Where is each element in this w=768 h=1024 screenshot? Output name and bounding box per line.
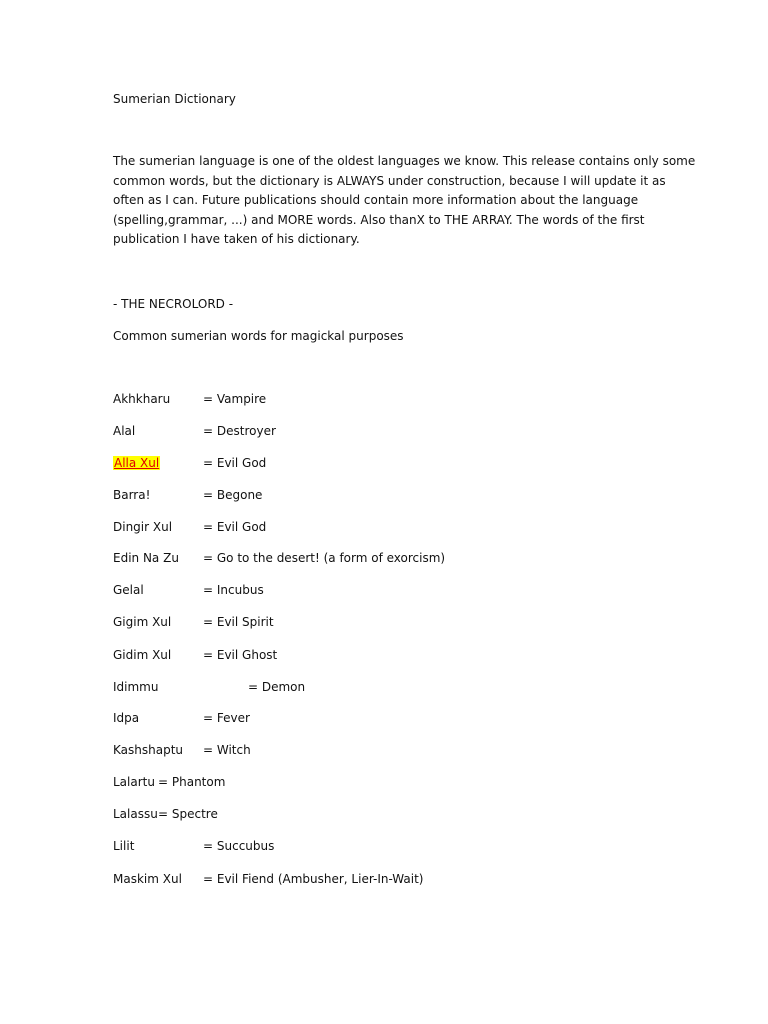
highlighted-text: Alla Xul [114, 456, 160, 470]
entry-term: Lilit [113, 839, 135, 853]
entry-definition: = Go to the desert! (a form of exorcism) [203, 551, 446, 565]
entry-term: Idimmu [113, 680, 159, 694]
author-signature: - THE NECROLORD - [113, 297, 234, 311]
entry-term: Gidim Xul [113, 648, 172, 662]
entry-definition: = Succubus [203, 839, 275, 853]
intro-line: often as I can. Future publications should contain more information about the language [113, 193, 639, 207]
entry-definition: = Incubus [203, 583, 264, 597]
entry-definition: = Spectre [158, 807, 218, 821]
entry-definition: = Evil God [203, 456, 267, 470]
entry-definition: = Fever [203, 711, 250, 725]
intro-line: common words, but the dictionary is ALWAYS under construction, because I will update it as [113, 173, 666, 188]
entry-definition: = Vampire [203, 392, 267, 406]
entry-definition: = Destroyer [203, 424, 276, 438]
entry-definition: = Evil Ghost [203, 648, 278, 662]
entry-term: Dingir Xul [113, 520, 173, 534]
entry-term-highlighted [113, 456, 160, 470]
entry-term: Lalartu [113, 775, 155, 789]
entry-term: Gigim Xul [113, 615, 172, 629]
entry-definition: = Evil Fiend (Ambusher, Lier-In-Wait) [203, 872, 424, 886]
intro-line: The sumerian language is one of the oldest languages we know. This release contains only some [113, 154, 696, 168]
entry-term: Maskim Xul [113, 872, 182, 886]
entry-term: Kashshaptu [113, 743, 184, 757]
intro-line: publication I have taken of his dictionary. [113, 232, 360, 246]
entry-definition: = Begone [203, 488, 263, 502]
entry-term: Akhkharu [113, 392, 171, 406]
entry-definition: = Witch [203, 743, 251, 757]
entry-definition: = Demon [248, 680, 306, 694]
entry-term: Idpa [113, 711, 140, 725]
intro-paragraph [113, 152, 696, 250]
entry-term: Edin Na Zu [113, 551, 179, 565]
entry-term: Alal [113, 424, 136, 438]
section-subtitle: Common sumerian words for magickal purposes [113, 329, 404, 343]
entry-definition: = Evil Spirit [203, 615, 274, 629]
entry-definition: = Phantom [158, 775, 226, 789]
document-title: Sumerian Dictionary [113, 92, 236, 106]
entry-term: Barra! [113, 488, 151, 502]
entry-term: Gelal [113, 583, 144, 597]
entry-term: Lalassu [113, 807, 158, 821]
intro-line: (spelling,grammar, ...) and MORE words. Also thanX to THE ARRAY. The words of the first [113, 212, 645, 227]
entry-definition: = Evil God [203, 520, 267, 534]
